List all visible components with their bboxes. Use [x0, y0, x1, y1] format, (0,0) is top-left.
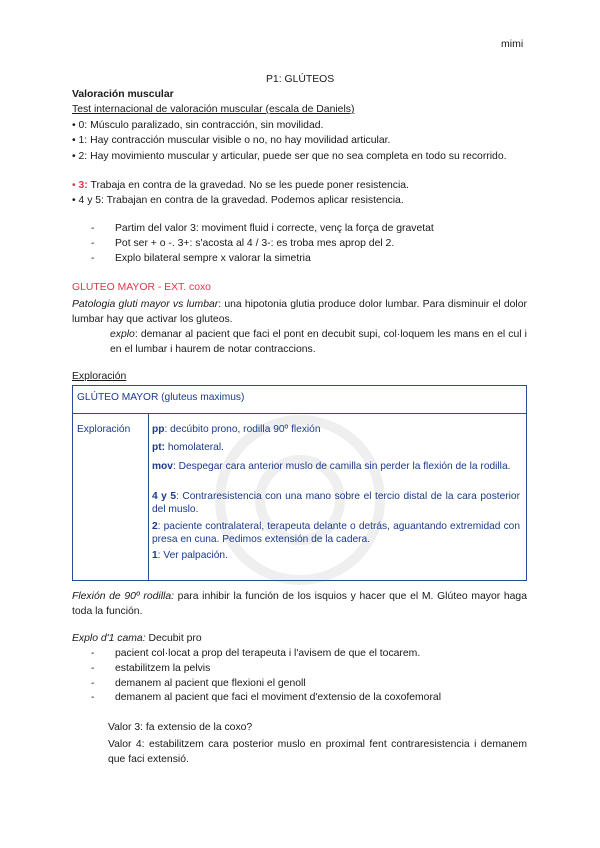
flexion-paragraph: [72, 589, 527, 619]
bullet-marker: •: [72, 180, 76, 191]
entry-key: pt:: [152, 442, 166, 453]
patologia-paragraph: [72, 297, 527, 327]
table-row-label: Exploración: [77, 424, 131, 435]
scale-item-1: [72, 134, 390, 148]
exploracion-heading: Exploración: [72, 371, 127, 382]
bullet-marker: •: [72, 135, 76, 146]
dash-item-text: Pot ser + o -. 3+: s'acosta al 4 / 3-: es troba mes aprop del 2.: [115, 238, 395, 249]
scale-item-text: 1: Hay contracción muscular visible o no, no hay movilidad articular.: [75, 135, 391, 146]
valor3-line: Valor 3: fa extensio de la coxo?: [108, 722, 253, 733]
scale-item-text: 2: Hay movimiento muscular y articular, puede ser que no sea completa en todo su recorrido.: [75, 151, 507, 162]
scale-item-4: [72, 194, 404, 208]
scale-item-3: [72, 179, 409, 193]
section-heading-gluteo: GLUTEO MAYOR - EXT. coxo: [72, 282, 211, 293]
section-heading-valoracion: Valoración muscular: [72, 89, 174, 100]
dash-item: - Explo bilateral sempre x valorar la simetria: [91, 253, 311, 264]
explo-cama-line: [72, 633, 202, 644]
scale-item-2: [72, 149, 527, 164]
scale-item-text: 4 y 5: Trabajan en contra de la gravedad. Podemos aplicar resistencia.: [75, 195, 404, 206]
flexion-label: Flexión de 90º rodilla:: [72, 591, 175, 602]
cama-item: - demanem al pacient que faci el moviment d'extensio de la coxofemoral: [91, 692, 442, 703]
cama-item: - pacient col·locat a prop del terapeuta i l'avisem de que el tocarem.: [91, 648, 421, 659]
entry-key: pp: [152, 424, 165, 435]
entry-text: : Ver palpación.: [157, 550, 228, 561]
entry-text: : paciente contralateral, terapeuta delante o detrás, aguantando extremidad con presa en cuna. Pedimos extensión de la cadera.: [152, 521, 520, 545]
table-entry-mov: [152, 460, 520, 473]
table-entry-pt: [152, 442, 520, 453]
flexion-text: para inhibir la función de los isquios y hacer que el M. Glúteo mayor haga toda la función.: [72, 591, 527, 617]
scale-item-text: Trabaja en contra de la gravedad. No se les puede poner resistencia.: [87, 180, 409, 191]
header-brand: mimi: [501, 38, 524, 50]
dash-item: - Partim del valor 3: moviment fluid i correcte, venç la força de gravetat: [91, 223, 434, 234]
entry-key: 1: [152, 550, 158, 561]
scale-item-0: [72, 119, 323, 133]
cama-item-text: demanem al pacient que faci el moviment d'extensio de la coxofemoral: [115, 692, 442, 703]
dash-item: - Pot ser + o -. 3+: s'acosta al 4 / 3-: es troba mes aprop del 2.: [91, 238, 395, 249]
exploration-table: [72, 385, 527, 581]
entry-text: : Contraresistencia con una mano sobre el tercio distal de la cara posterior del muslo.: [152, 491, 520, 515]
explo-cama-label: Explo d'1 cama:: [72, 633, 146, 644]
table-column-divider: [148, 414, 149, 580]
scale-item-text: 0: Músculo paralizado, sin contracción, sin movilidad.: [75, 120, 324, 131]
patologia-label: Patologia gluti mayor vs lumbar: [72, 299, 219, 310]
entry-text: homolateral.: [165, 442, 224, 453]
bullet-marker: •: [72, 195, 76, 206]
entry-text: : decúbito prono, rodilla 90º flexión: [164, 424, 321, 435]
cama-item-text: demanem al pacient que flexioni el genoll: [115, 678, 306, 689]
entry-key: 2: [152, 521, 158, 532]
cama-item: - demanem al pacient que flexioni el genoll: [91, 678, 306, 689]
entry-text: : Despegar cara anterior muslo de camilla sin perder la flexión de la rodilla.: [172, 461, 511, 472]
cama-item-text: estabilitzem la pelvis: [115, 663, 211, 674]
page-title: P1: GLÚTEOS: [266, 74, 335, 85]
cama-item-text: pacient col·locat a prop del terapeuta i l'avisem de que el tocarem.: [115, 648, 421, 659]
dash-item-text: Partim del valor 3: moviment fluid i correcte, venç la força de gravetat: [115, 223, 434, 234]
explo-label: explo: [110, 329, 135, 340]
table-entry-1: [152, 550, 520, 561]
cama-item: - estabilitzem la pelvis: [91, 663, 211, 674]
entry-key: 4 y 5: [152, 491, 177, 502]
valor4-paragraph: Valor 4: estabilitzem cara posterior muslo en proximal fent contraresistencia i demanem que faci extensió.: [108, 739, 527, 765]
explo-text: : demanar al pacient que faci el pont en decubit supi, col·loquem les mans en el cul i en el lumbar i haurem de notar contraccions.: [110, 329, 527, 355]
entry-key: mov: [152, 461, 173, 472]
patologia-text: : una hipotonia glutia produce dolor lumbar. Para disminuir el dolor lumbar hay que activar los gluteos.: [72, 299, 527, 325]
explo-paragraph: [110, 327, 527, 357]
bullet-marker: •: [72, 151, 76, 162]
table-entry-4y5: [152, 490, 520, 516]
table-title: GLÚTEO MAYOR (gluteus maximus): [77, 392, 245, 403]
table-entry-2: [152, 520, 520, 546]
table-entry-pp: [152, 424, 520, 435]
explo-cama-text: Decubit pro: [145, 633, 202, 644]
section-subheading-daniels: Test internacional de valoración muscular (escala de Daniels): [72, 104, 355, 115]
bullet-marker: •: [72, 120, 76, 131]
dash-item-text: Explo bilateral sempre x valorar la simetria: [115, 253, 311, 264]
scale-item-strong: 3:: [75, 180, 88, 191]
